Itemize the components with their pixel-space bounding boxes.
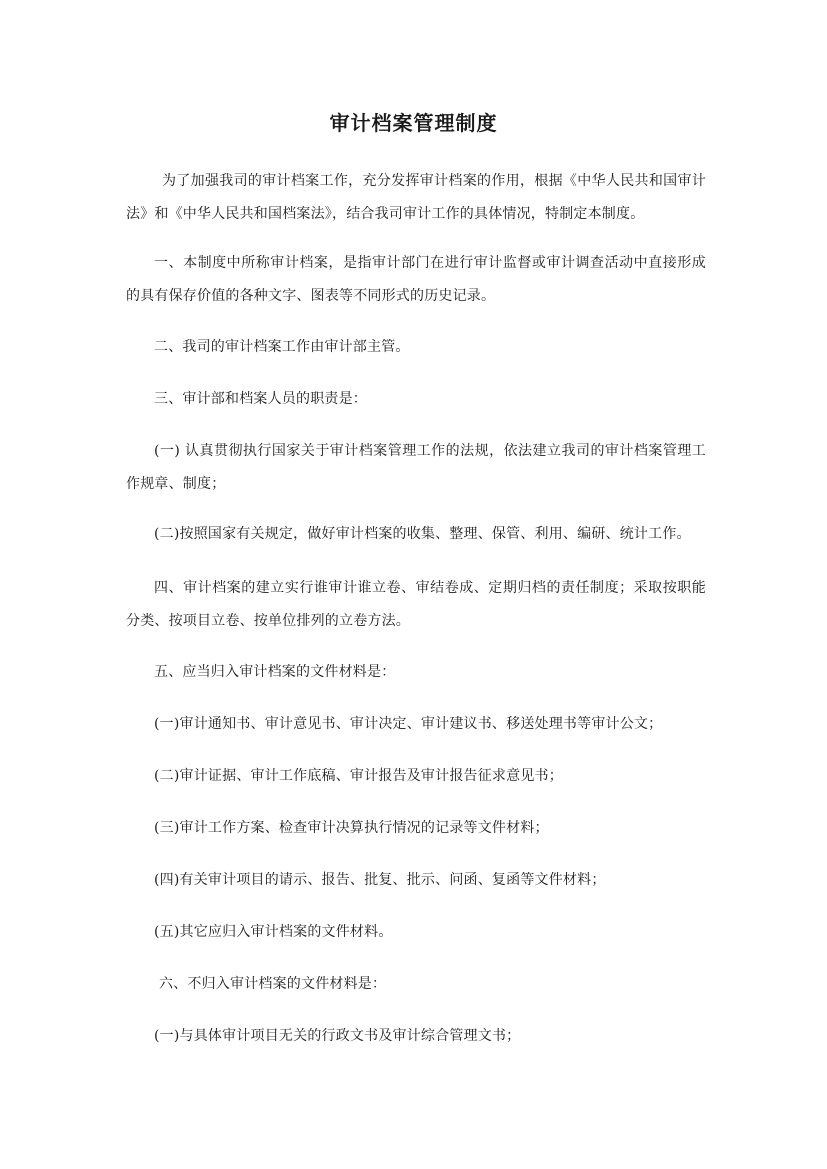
paragraph-article-6: 六、不归入审计档案的文件材料是：: [159, 976, 387, 992]
paragraph-article-5-item-1: (一)审计通知书、审计意见书、审计决定、审计建议书、移送处理书等审计公文；: [154, 716, 663, 732]
paragraph-article-5-item-2: (二)审计证据、审计工作底稿、审计报告及审计报告征求意见书；: [154, 768, 563, 784]
document-title: 审计档案管理制度: [329, 111, 498, 135]
paragraph-intro: 为了加强我司的审计档案工作，充分发挥审计档案的作用，根据《中华人民共和国审计法》和《中华人民共和国档案法》，结合我司审计工作的具体情况，特制定本制度。: [126, 173, 706, 222]
paragraph-article-5: 五、应当归入审计档案的文件材料是：: [154, 664, 396, 680]
paragraph-article-3-item-2: (二)按照国家有关规定，做好审计档案的收集、整理、保管、利用、编研、统计工作。: [154, 526, 691, 542]
paragraph-article-6-item-1: (一)与具体审计项目无关的行政文书及审计综合管理文书；: [154, 1028, 521, 1044]
paragraph-article-5-item-3: (三)审计工作方案、检查审计决算执行情况的记录等文件材料；: [154, 820, 549, 836]
paragraph-article-5-item-4: (四)有关审计项目的请示、报告、批复、批示、问函、复函等文件材料；: [154, 872, 606, 888]
paragraph-article-4: 四、审计档案的建立实行谁审计谁立卷、审结卷成、定期归档的责任制度；采取按职能分类、按项目立卷、按单位排列的立卷方法。: [126, 580, 706, 629]
paragraph-article-5-item-5: (五)其它应归入审计档案的文件材料。: [154, 924, 393, 940]
paragraph-article-3: 三、审计部和档案人员的职责是：: [154, 391, 367, 407]
paragraph-article-3-item-1: (一) 认真贯彻执行国家关于审计档案管理工作的法规，依法建立我司的审计档案管理工作规章、制度；: [126, 443, 706, 492]
paragraph-article-1: 一、本制度中所称审计档案，是指审计部门在进行审计监督或审计调查活动中直接形成的具有保存价值的各种文字、图表等不同形式的历史记录。: [126, 255, 706, 304]
paragraph-article-2: 二、我司的审计档案工作由审计部主管。: [154, 339, 410, 355]
